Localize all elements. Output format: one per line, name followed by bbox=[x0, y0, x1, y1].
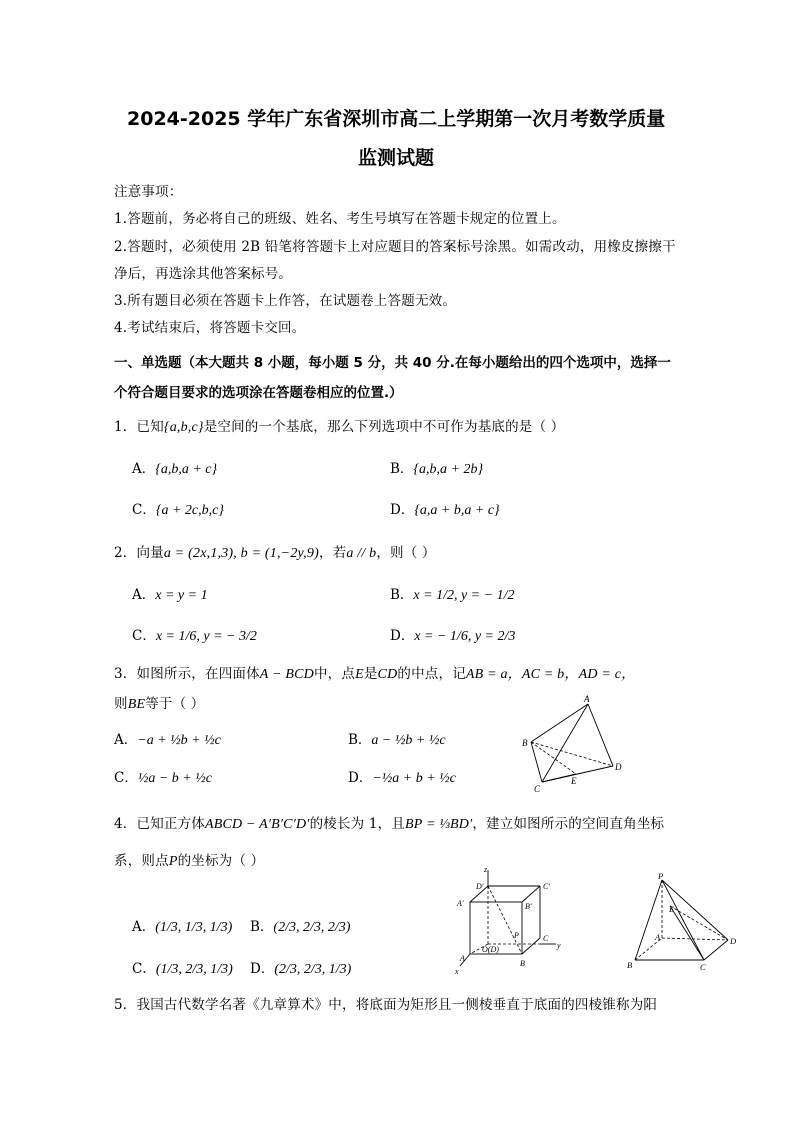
q3-segment: CD bbox=[377, 667, 398, 682]
q1-option-d bbox=[390, 498, 500, 519]
option-label: C． bbox=[114, 770, 138, 786]
q1-option-a bbox=[132, 457, 217, 478]
label-c: C bbox=[534, 784, 541, 794]
question-3 bbox=[114, 662, 635, 683]
label-d: D bbox=[730, 936, 737, 946]
option-label: B． bbox=[390, 587, 414, 603]
q3-text: 等于（ ） bbox=[145, 696, 205, 712]
option-text: x = y = 1 bbox=[155, 588, 208, 603]
q3-option-a bbox=[114, 728, 221, 749]
axis-y-label: y bbox=[557, 941, 561, 950]
option-text: (1/3, 2/3, 1/3) bbox=[155, 962, 233, 977]
q3-tetrahedron: A − BCD bbox=[259, 667, 314, 682]
q2-option-c bbox=[132, 624, 257, 645]
option-text: x = 1/2, y = − 1/2 bbox=[413, 588, 515, 603]
q3-point: E bbox=[355, 667, 364, 682]
q3-option-d bbox=[348, 766, 456, 787]
notice-item: 2.答题时，必须使用 2B 铅笔将答题卡上对应题目的答案标号涂黑。如需改动，用橡皮擦擦干 bbox=[114, 239, 676, 255]
q2-option-a bbox=[132, 583, 208, 604]
q1-prefix: 1．已知 bbox=[114, 419, 164, 435]
q3-option-c bbox=[114, 766, 212, 787]
q3-vectors: AB = a，AC = b，AD = c， bbox=[465, 667, 636, 682]
axis-x-label: x bbox=[455, 967, 459, 976]
notice-item: 3.所有题目必须在答题卡上作答，在试题卷上答题无效。 bbox=[114, 293, 457, 309]
q4-point: P bbox=[168, 854, 178, 869]
label-b: B bbox=[520, 959, 525, 968]
option-label: A． bbox=[132, 919, 156, 935]
q4-cube: ABCD − A′B′C′D′ bbox=[205, 817, 310, 832]
label-p: P bbox=[514, 931, 519, 940]
label-a: A bbox=[584, 694, 590, 704]
label-c: C bbox=[543, 934, 549, 943]
question-1 bbox=[114, 415, 564, 436]
option-label: A． bbox=[132, 461, 156, 477]
q4-text: 4．已知正方体 bbox=[114, 816, 205, 832]
page-title-line2: 监测试题 bbox=[358, 147, 435, 169]
q2-prefix: 2．向量 bbox=[114, 545, 164, 561]
q4-option-a bbox=[132, 915, 232, 936]
q2-option-b bbox=[390, 583, 514, 604]
label-a: A bbox=[460, 954, 465, 963]
section-heading-line2: 个符合题目要求的选项涂在答题卷相应的位置.） bbox=[114, 385, 403, 401]
label-b: B bbox=[522, 738, 528, 748]
q3-option-b bbox=[348, 728, 446, 749]
label-p: P bbox=[658, 872, 664, 881]
notice-item: 1.答题前，务必将自己的班级、姓名、考生号填写在答题卡规定的位置上。 bbox=[114, 211, 566, 227]
option-label: C． bbox=[132, 502, 156, 518]
label-e: E bbox=[571, 776, 577, 786]
page-title: 2024-2025 学年广东省深圳市高二上学期第一次月考数学质量 bbox=[127, 108, 666, 130]
q2-vectors: a = (2x,1,3), b = (1,−2y,9) bbox=[163, 546, 319, 561]
q3-text: 3．如图所示，在四面体 bbox=[114, 666, 260, 682]
q2-condition: a // b bbox=[346, 546, 377, 561]
notice-item: 净后，再选涂其他答案标号。 bbox=[114, 266, 293, 282]
q1-suffix: 是空间的一个基底，那么下列选项中不可作为基底的是（ ） bbox=[203, 419, 565, 435]
option-text: {a + 2c,b,c} bbox=[155, 503, 224, 518]
option-text: −½a + b + ½c bbox=[372, 771, 456, 786]
q4-text: 的坐标为（ ） bbox=[177, 853, 265, 869]
option-label: B． bbox=[348, 732, 372, 748]
tetrahedron-figure bbox=[518, 694, 628, 794]
q1-set: {a,b,c} bbox=[163, 420, 204, 435]
label-c-prime: C′ bbox=[543, 882, 551, 891]
label-origin: O(D) bbox=[482, 945, 499, 954]
q4-option-b bbox=[250, 915, 350, 936]
question-3-line2 bbox=[114, 692, 205, 713]
label-a: A bbox=[655, 932, 661, 942]
question-2 bbox=[114, 541, 436, 562]
q3-text: 则 bbox=[114, 696, 128, 712]
label-b: B bbox=[627, 960, 633, 970]
q1-option-c bbox=[132, 498, 224, 519]
q4-text: 的棱长为 1，且 bbox=[309, 816, 406, 832]
option-label: C． bbox=[132, 961, 156, 977]
section-heading: 一、单选题（本大题共 8 小题，每小题 5 分，共 40 分.在每小题给出的四个选项中，选择一 bbox=[114, 355, 671, 371]
option-text: a − ½b + ½c bbox=[371, 733, 446, 748]
label-d: D bbox=[615, 762, 622, 772]
axis-z-label: z bbox=[484, 866, 488, 874]
option-text: ½a − b + ½c bbox=[137, 771, 212, 786]
option-text: {a,a + b,a + c} bbox=[414, 503, 500, 518]
label-d-prime: D′ bbox=[476, 882, 484, 891]
option-label: B． bbox=[390, 461, 414, 477]
q3-vector-be: BE bbox=[127, 697, 146, 712]
q3-text: 是 bbox=[363, 666, 378, 682]
q3-text: 的中点，记 bbox=[397, 666, 466, 682]
question-5: 5．我国古代数学名著《九章算术》中，将底面为矩形且一侧棱垂直于底面的四棱锥称为阳 bbox=[114, 997, 658, 1013]
q2-option-d bbox=[390, 624, 515, 645]
question-4-line2 bbox=[114, 849, 264, 870]
notice-item: 4.考试结束后，将答题卡交回。 bbox=[114, 320, 306, 336]
option-text: {a,b,a + c} bbox=[155, 462, 218, 477]
option-label: D． bbox=[250, 961, 275, 977]
option-label: D． bbox=[390, 502, 415, 518]
q4-condition: BP = ⅓BD′ bbox=[405, 817, 473, 832]
option-label: D． bbox=[390, 628, 415, 644]
option-label: D． bbox=[348, 770, 373, 786]
label-a-prime: A′ bbox=[457, 899, 464, 908]
label-e: E bbox=[669, 904, 675, 914]
option-text: (1/3, 1/3, 1/3) bbox=[155, 920, 233, 935]
option-text: x = − 1/6, y = 2/3 bbox=[414, 629, 516, 644]
q4-option-c bbox=[132, 957, 233, 978]
option-text: x = 1/6, y = − 3/2 bbox=[155, 629, 257, 644]
q2-mid: ，若 bbox=[318, 545, 347, 561]
option-label: A． bbox=[114, 732, 138, 748]
option-label: B． bbox=[250, 919, 274, 935]
option-label: A． bbox=[132, 587, 156, 603]
question-4 bbox=[114, 812, 664, 833]
q3-text: 中，点 bbox=[313, 666, 356, 682]
option-text: {a,b,a + 2b} bbox=[413, 462, 484, 477]
pyramid-figure bbox=[622, 872, 742, 976]
option-text: (2/3, 2/3, 1/3) bbox=[274, 962, 352, 977]
cube-figure bbox=[452, 866, 572, 978]
option-text: (2/3, 2/3, 2/3) bbox=[273, 920, 351, 935]
q4-text: ，建立如图所示的空间直角坐标 bbox=[472, 816, 665, 832]
label-c: C bbox=[700, 962, 706, 972]
label-b-prime: B′ bbox=[525, 902, 532, 911]
q4-option-d bbox=[250, 957, 351, 978]
q1-option-b bbox=[390, 457, 483, 478]
option-label: C． bbox=[132, 628, 156, 644]
q2-suffix: ，则（ ） bbox=[376, 545, 436, 561]
q4-text: 系，则点 bbox=[114, 853, 169, 869]
notice-heading: 注意事项： bbox=[114, 184, 183, 200]
option-text: −a + ½b + ½c bbox=[137, 733, 221, 748]
